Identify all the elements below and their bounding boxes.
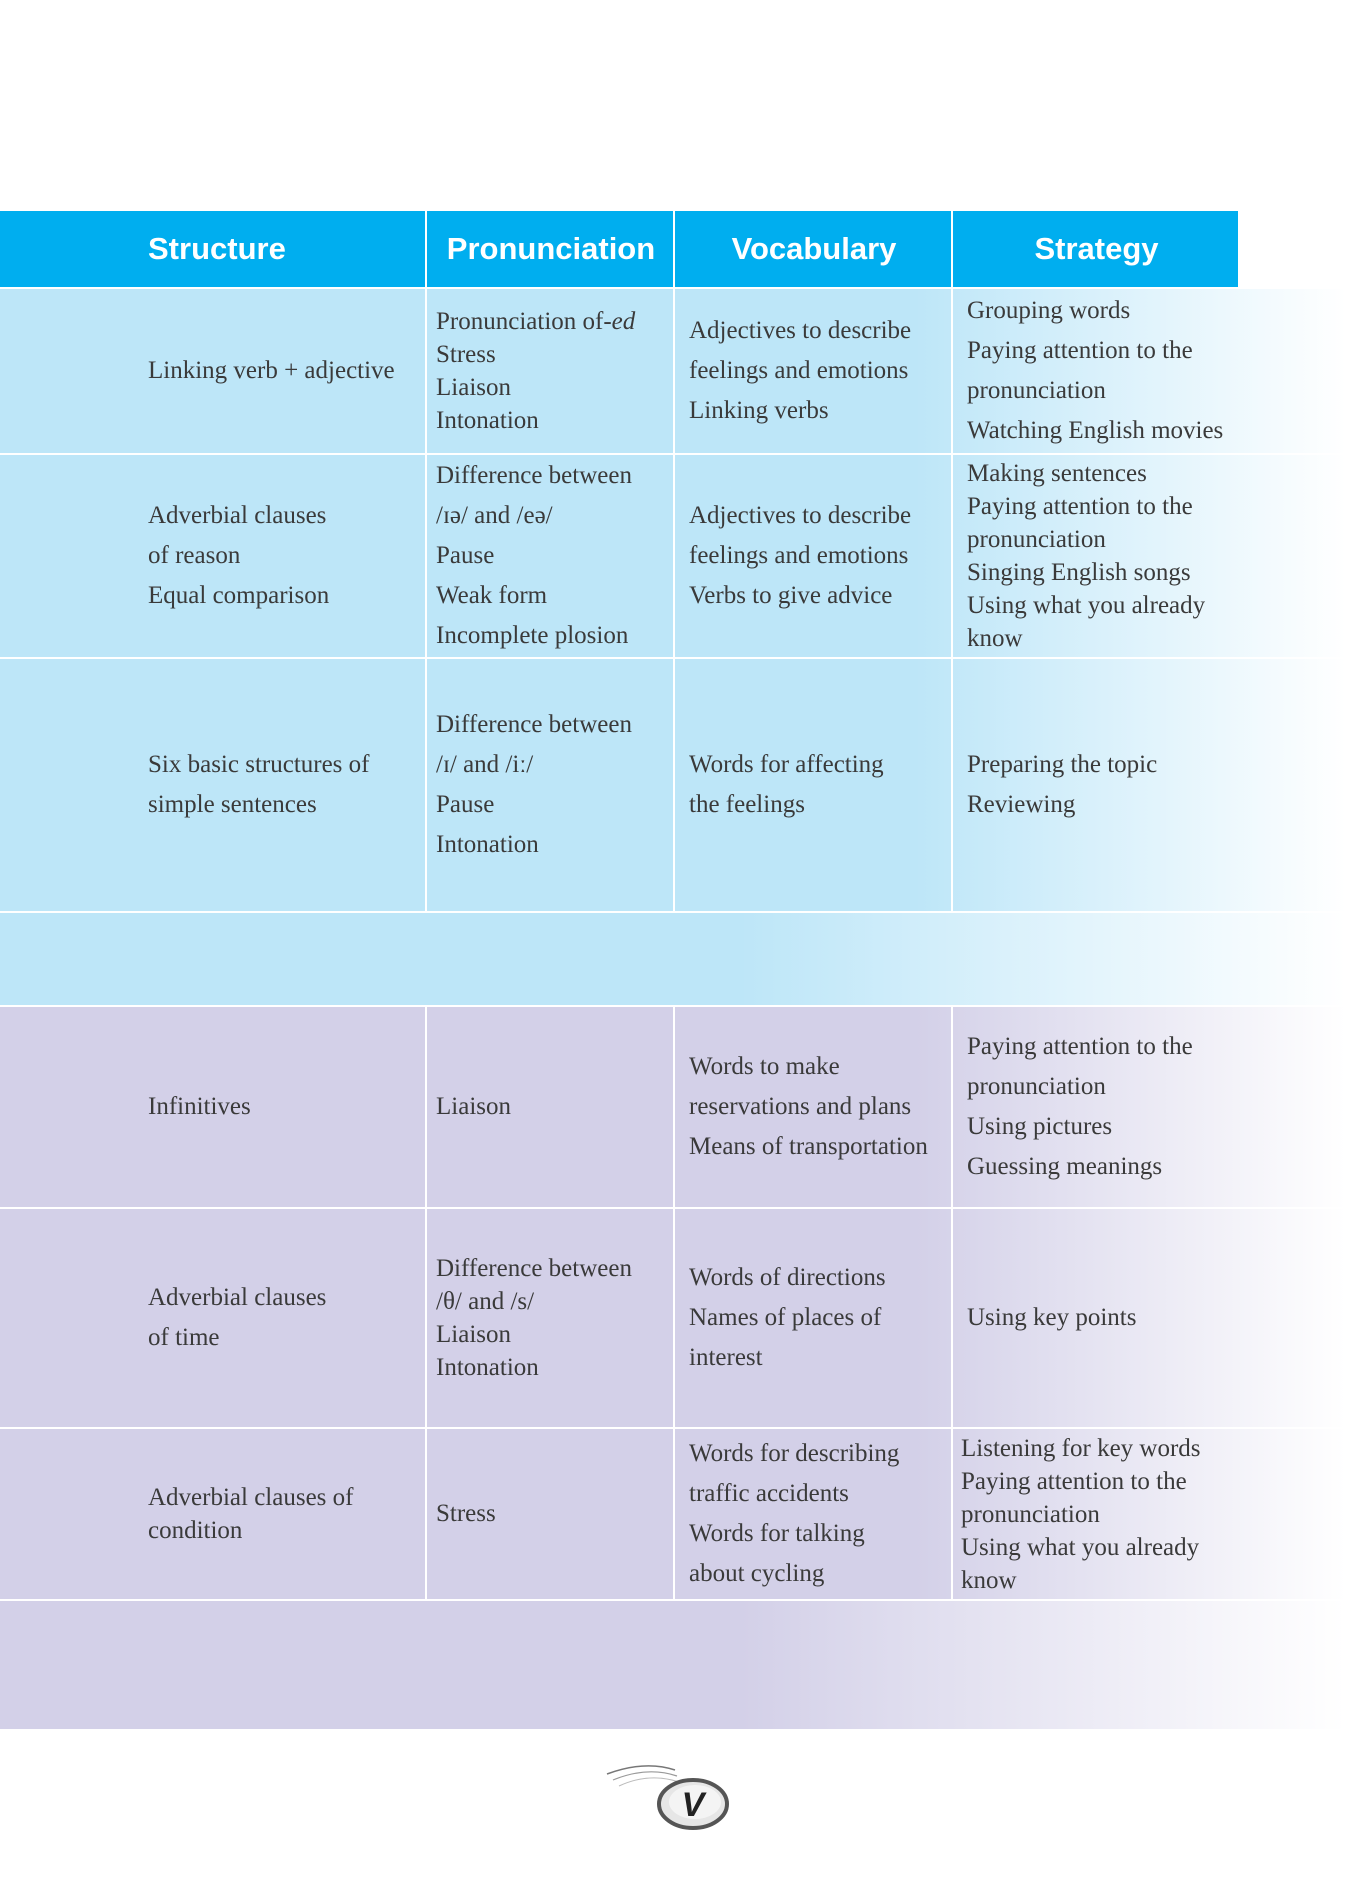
- vocabulary-cell: Words for describing traffic accidents Words for talking about cycling: [673, 1429, 951, 1599]
- pronunciation-cell: Difference between /ɪə/ and /eə/ Pause Weak form Incomplete plosion: [425, 455, 673, 657]
- table-row: [0, 287, 1346, 453]
- table-row: [0, 453, 1346, 657]
- strategy-cell: Preparing the topic Reviewing: [951, 659, 1251, 911]
- strategy-cell: Using key points: [951, 1209, 1251, 1427]
- header-structure: Structure: [148, 231, 286, 266]
- vocabulary-cell: Adjectives to describe feelings and emotions Linking verbs: [673, 289, 951, 453]
- pronunciation-cell: Difference between /ɪ/ and /iː/ Pause Intonation: [425, 659, 673, 911]
- strategy-cell: Making sentences Paying attention to the pronunciation Singing English songs Using what you already know: [951, 455, 1251, 657]
- header-vocabulary: Vocabulary: [673, 211, 953, 287]
- table-row: [0, 657, 1346, 911]
- vocabulary-cell: Adjectives to describe feelings and emotions Verbs to give advice: [673, 455, 951, 657]
- structure-cell: Adverbial clauses of condition: [148, 1484, 354, 1544]
- strategy-cell: Grouping words Paying attention to the pronunciation Watching English movies: [951, 289, 1251, 453]
- vocabulary-cell: Words for affecting the feelings: [673, 659, 951, 911]
- page-number: V: [681, 1786, 705, 1824]
- table-row: [0, 1207, 1346, 1427]
- structure-cell: Linking verb + adjective: [148, 357, 395, 384]
- strategy-cell: Listening for key words Paying attention to the pronunciation Using what you already know: [951, 1429, 1251, 1599]
- section-bottom-band: [0, 1599, 1346, 1729]
- structure-cell: Adverbial clauses of time: [148, 1284, 327, 1351]
- pronunciation-cell: Difference between /θ/ and /s/ Liaison Intonation: [425, 1209, 673, 1427]
- table-row: [0, 1005, 1346, 1207]
- header-pronunciation: Pronunciation: [425, 211, 675, 287]
- pronunciation-cell: Pronunciation of-ed Stress Liaison Intonation: [425, 289, 673, 453]
- table-row: [0, 1427, 1346, 1599]
- page-number-logo: [605, 1760, 735, 1840]
- structure-cell: Infinitives: [148, 1093, 251, 1120]
- vocabulary-cell: Words to make reservations and plans Means of transportation: [673, 1007, 951, 1207]
- strategy-cell: Paying attention to the pronunciation Using pictures Guessing meanings: [951, 1007, 1251, 1207]
- vocabulary-cell: Words of directions Names of places of interest: [673, 1209, 951, 1427]
- table-header: [0, 211, 1238, 287]
- structure-cell: Six basic structures of simple sentences: [148, 751, 370, 818]
- structure-cell: Adverbial clauses of reason Equal comparison: [148, 502, 330, 609]
- section-divider-band: [0, 911, 1346, 1005]
- pronunciation-cell: Stress: [425, 1429, 673, 1599]
- header-strategy: Strategy: [951, 211, 1240, 287]
- pronunciation-cell: Liaison: [425, 1007, 673, 1207]
